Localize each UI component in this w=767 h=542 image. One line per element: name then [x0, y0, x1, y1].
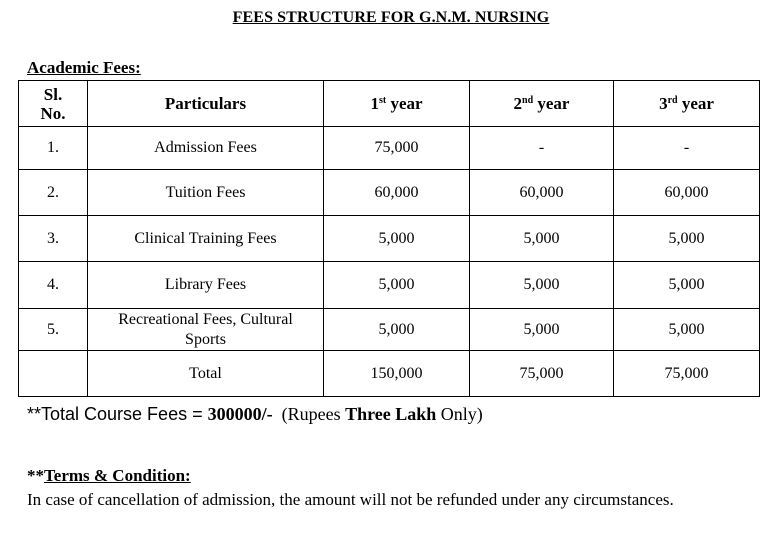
fees-table — [18, 80, 760, 397]
cell-total-label: Total — [88, 351, 324, 397]
course-total-amount: 300000/- — [207, 404, 273, 424]
cell-year-1: 5,000 — [324, 216, 470, 262]
cell-sl: 4. — [19, 262, 88, 309]
cell-sl: 1. — [19, 127, 88, 170]
cell-year-3: - — [614, 127, 760, 170]
header-year-1-word: year — [386, 93, 423, 113]
course-total-prefix: **Total Course Fees = — [27, 404, 208, 424]
document-title: FEES STRUCTURE FOR G.N.M. NURSING — [232, 9, 550, 26]
cell-particular: Tuition Fees — [88, 170, 324, 216]
header-year-2 — [470, 81, 614, 127]
header-year-1 — [324, 81, 470, 127]
cell-year-3: 60,000 — [614, 170, 760, 216]
table-row — [19, 262, 760, 309]
header-sl-line1: Sl. — [43, 84, 63, 104]
course-total-paren-close: Only) — [436, 404, 483, 424]
cell-year-1: 5,000 — [324, 262, 470, 309]
table-row — [19, 170, 760, 216]
cell-total-year-3: 75,000 — [614, 351, 760, 397]
cell-particular-line1: Recreational Fees, Cultural — [118, 310, 293, 328]
table-row — [19, 127, 760, 170]
terms-stars: ** — [27, 466, 44, 485]
cell-year-3: 5,000 — [614, 216, 760, 262]
cell-year-3: 5,000 — [614, 309, 760, 351]
header-particulars: Particulars — [88, 81, 324, 127]
cell-particular: Clinical Training Fees — [88, 216, 324, 262]
section-label-academic-fees: Academic Fees: — [27, 58, 141, 77]
header-year-1-sup: st — [378, 94, 387, 106]
table-header-row — [19, 81, 760, 127]
header-year-3-word: year — [677, 93, 714, 113]
cell-particular: Admission Fees — [88, 127, 324, 170]
terms-title: Terms & Condition: — [44, 466, 191, 485]
header-sl-line2: No. — [40, 103, 66, 123]
cell-total-year-2: 75,000 — [470, 351, 614, 397]
cell-sl: 3. — [19, 216, 88, 262]
terms-text: In case of cancellation of admission, the amount will not be refunded under any circumstances. — [27, 490, 674, 509]
cell-total-year-1: 150,000 — [324, 351, 470, 397]
cell-year-2: 5,000 — [470, 262, 614, 309]
cell-particular-line2: Sports — [185, 330, 226, 348]
header-year-2-sup: nd — [522, 94, 534, 106]
table-row — [19, 216, 760, 262]
cell-sl: 2. — [19, 170, 88, 216]
cell-particular: Library Fees — [88, 262, 324, 309]
cell-sl: 5. — [19, 309, 88, 351]
cell-year-2: 60,000 — [470, 170, 614, 216]
header-year-2-num: 2 — [513, 93, 523, 113]
header-year-3 — [614, 81, 760, 127]
table-total-row — [19, 351, 760, 397]
cell-year-2: 5,000 — [470, 309, 614, 351]
cell-year-2: - — [470, 127, 614, 170]
cell-year-3: 5,000 — [614, 262, 760, 309]
header-sl-no — [19, 81, 88, 127]
course-total-words: Three Lakh — [345, 404, 437, 424]
header-year-3-sup: rd — [667, 94, 678, 106]
terms-heading — [27, 466, 191, 486]
table-row — [19, 309, 760, 351]
cell-year-1: 5,000 — [324, 309, 470, 351]
cell-year-1: 75,000 — [324, 127, 470, 170]
total-course-fees — [27, 404, 483, 425]
cell-year-1: 60,000 — [324, 170, 470, 216]
header-year-3-num: 3 — [659, 93, 668, 113]
cell-particular — [88, 309, 324, 351]
cell-total-sl-empty — [19, 351, 88, 397]
cell-year-2: 5,000 — [470, 216, 614, 262]
course-total-paren-open: (Rupees — [272, 404, 346, 424]
header-year-1-num: 1 — [370, 93, 379, 113]
header-year-2-word: year — [533, 93, 570, 113]
